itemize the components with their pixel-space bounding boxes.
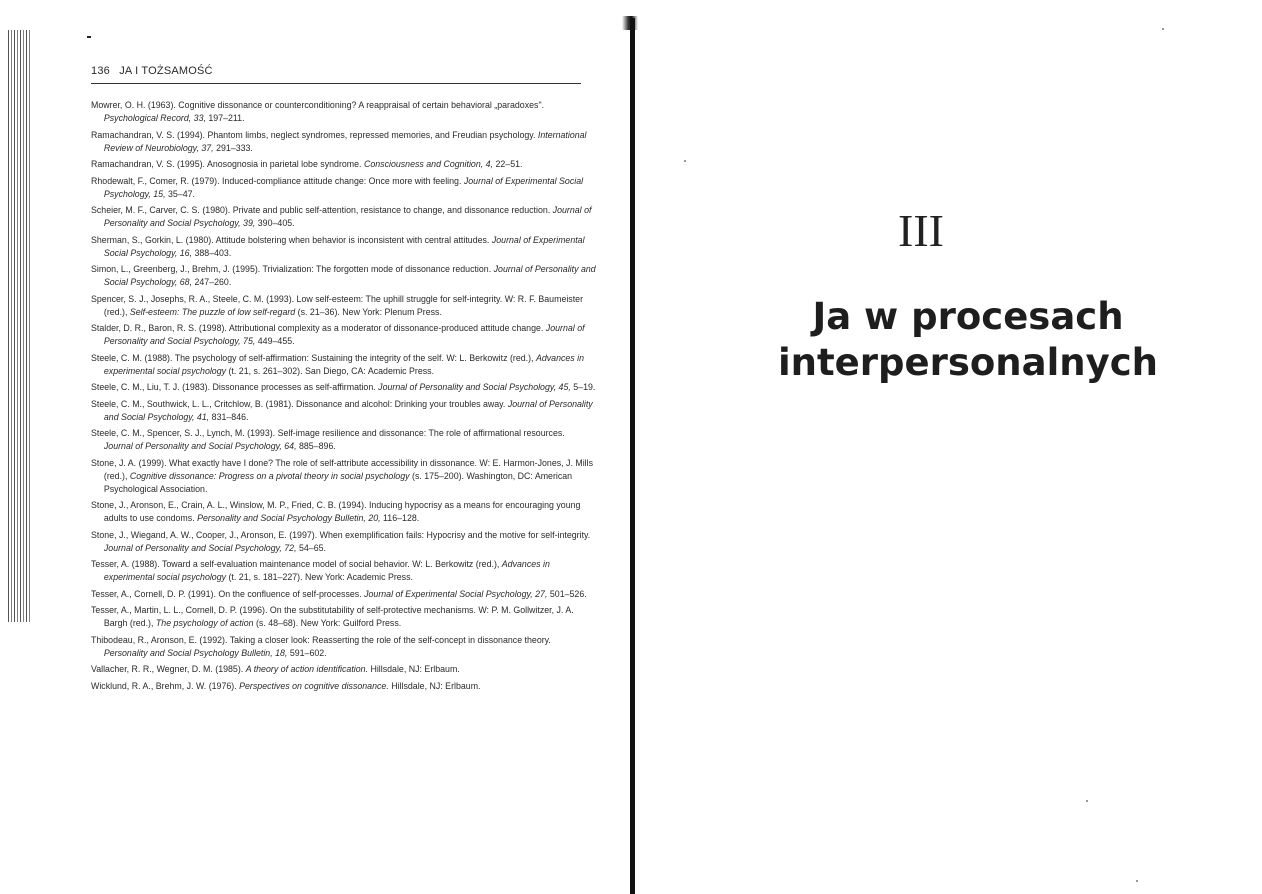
reference-entry: [91, 293, 596, 319]
reference-source: Journal of Personality and Social Psychology, 39,: [103, 205, 592, 229]
reference-entry: [91, 398, 596, 424]
part-title-line-2: interpersonalnych: [777, 341, 1159, 384]
reference-source: Advances in experimental social psychology: [103, 559, 550, 583]
reference-details: (s. 21–36). New York: Plenum Press.: [295, 306, 442, 318]
reference-text: Tesser, A., Cornell, D. P. (1991). On the confluence of self-processes.: [91, 588, 365, 600]
reference-text: Tesser, A., Martin, L. L., Cornell, D. P. (1996). On the substitutability of self-protective mechanisms. W: P. M. Gollwitzer, J. A. Bargh (red.),: [91, 605, 574, 629]
reference-entry: [91, 175, 596, 201]
reference-source: Journal of Personality and Social Psychology, 64,: [103, 441, 297, 452]
reference-text: Vallacher, R. R., Wegner, D. M. (1985).: [91, 664, 246, 675]
reference-text: Sherman, S., Gorkin, L. (1980). Attitude bolstering when behavior is inconsistent with central attitudes.: [91, 234, 492, 246]
reference-details: 116–128.: [380, 513, 420, 524]
dust-speck: [1162, 28, 1164, 30]
reference-text: Ramachandran, V. S. (1994). Phantom limbs, neglect syndromes, repressed memories, and Freudian psychology.: [91, 129, 538, 141]
reference-source: Journal of Experimental Social Psychology, 15,: [103, 175, 584, 200]
reference-text: Ramachandran, V. S. (1995). Anosognosia in parietal lobe syndrome.: [91, 159, 364, 170]
reference-source: Advances in experimental social psychology: [103, 352, 585, 377]
reference-details: Hillsdale, NJ: Erlbaum.: [368, 664, 460, 675]
part-title-line-1: Ja w procesach: [812, 295, 1124, 338]
reference-text: Stone, J. A. (1999). What exactly have I done? The role of self-attribute accessibility in dissonance. W: E. Harmon-Jones, J. Mills (red.),: [91, 457, 594, 482]
reference-text: Wicklund, R. A., Brehm, J. W. (1976).: [91, 680, 240, 692]
reference-source: Self-esteem: The puzzle of low self-regard: [129, 306, 296, 318]
reference-source: International Review of Neurobiology, 37,: [103, 129, 587, 154]
reference-entry: [91, 322, 596, 348]
reference-source: Journal of Personality and Social Psychology, 68,: [103, 264, 596, 288]
right-page: [636, 0, 1262, 894]
reference-entry: [91, 680, 596, 693]
reference-entry: [91, 499, 596, 525]
reference-details: 449–455.: [255, 336, 295, 347]
reference-text: Stone, J., Wiegand, A. W., Cooper, J., Aronson, E. (1997). When exemplification fails: Hypocrisy and the motive for self-integrity.: [91, 529, 591, 541]
reference-entry: [91, 263, 596, 289]
reference-details: 22–51.: [493, 159, 523, 170]
reference-details: (t. 21, s. 181–227). New York: Academic Press.: [226, 572, 413, 583]
reference-entry: [91, 234, 596, 260]
reference-text: Steele, C. M., Spencer, S. J., Lynch, M. (1993). Self-image resilience and dissonance: The role of affirmational resources.: [91, 428, 565, 439]
reference-details: 591–602.: [287, 647, 327, 659]
reference-details: 291–333.: [213, 142, 253, 154]
dust-speck: [1086, 800, 1088, 802]
reference-entry: [91, 663, 596, 676]
page-number: 136: [91, 65, 110, 77]
scan-mark: [87, 36, 91, 38]
reference-details: 35–47.: [165, 188, 195, 200]
reference-entry: [91, 427, 596, 453]
reference-source: Journal of Experimental Social Psychology, 27,: [364, 588, 548, 600]
reference-details: 388–403.: [192, 247, 232, 259]
reference-source: Personality and Social Psychology Bulletin, 18,: [103, 647, 288, 659]
dust-speck: [1136, 880, 1138, 882]
reference-entry: [91, 558, 596, 584]
reference-text: Thibodeau, R., Aronson, E. (1992). Taking a closer look: Reasserting the role of the self-concept in dissonance theory.: [91, 634, 551, 646]
reference-text: Steele, C. M., Southwick, L. L., Critchlow, B. (1981). Dissonance and alcohol: Drinking your troubles away.: [91, 398, 508, 410]
reference-entry: [91, 158, 596, 171]
reference-entry: [91, 99, 596, 125]
reference-details: 197–211.: [205, 113, 245, 124]
reference-list: [91, 99, 596, 696]
reference-source: Personality and Social Psychology Bulletin, 20,: [197, 513, 381, 524]
reference-source: Perspectives on cognitive dissonance.: [239, 680, 389, 692]
reference-details: (s. 175–200). Washington, DC: American Psychological Association.: [103, 470, 573, 495]
reference-text: Mowrer, O. H. (1963). Cognitive dissonance or counterconditioning? A reappraisal of certain behavioral „paradoxes".: [91, 100, 545, 111]
reference-entry: [91, 529, 596, 555]
reference-source: Journal of Personality and Social Psychology, 45,: [378, 382, 571, 393]
reference-source: Journal of Personality and Social Psychology, 72,: [103, 542, 297, 554]
reference-source: Journal of Personality and Social Psychology, 41,: [103, 398, 593, 423]
reference-details: 390–405.: [255, 218, 295, 229]
reference-source: Journal of Experimental Social Psychology, 16,: [103, 234, 585, 259]
part-number: III: [898, 205, 944, 256]
reference-text: Stone, J., Aronson, E., Crain, A. L., Winslow, M. P., Fried, C. B. (1994). Inducing hypocrisy as a means for encouraging young adults to use condoms.: [91, 500, 581, 524]
reference-source: The psychology of action: [155, 618, 254, 629]
reference-text: Tesser, A. (1988). Toward a self-evaluation maintenance model of social behavior. W: L. Berkowitz (red.),: [91, 559, 502, 570]
reference-entry: [91, 604, 596, 630]
reference-details: 831–846.: [209, 411, 249, 423]
reference-source: Psychological Record, 33,: [103, 113, 206, 124]
reference-entry: [91, 204, 596, 230]
reference-entry: [91, 634, 596, 660]
reference-entry: [91, 381, 596, 394]
binding-edge-scan-artifact: [8, 30, 30, 622]
reference-entry: [91, 352, 596, 378]
reference-text: Simon, L., Greenberg, J., Brehm, J. (1995). Trivialization: The forgotten mode of dissonance reduction.: [91, 264, 494, 275]
running-header: [91, 65, 581, 84]
reference-text: Spencer, S. J., Josephs, R. A., Steele, C. M. (1993). Low self-esteem: The uphill struggle for self-integrity. W: R. F. Baumeister (red.),: [91, 293, 584, 318]
reference-details: 247–260.: [192, 277, 232, 288]
reference-details: 501–526.: [547, 588, 587, 600]
reference-source: A theory of action identification.: [245, 664, 369, 675]
reference-text: Steele, C. M., Liu, T. J. (1983). Dissonance processes as self-affirmation.: [91, 382, 379, 393]
reference-text: Scheier, M. F., Carver, C. S. (1980). Private and public self-attention, resistance to change, and dissonance reduction.: [91, 205, 553, 216]
reference-source: Cognitive dissonance: Progress on a pivotal theory in social psychology: [129, 470, 410, 482]
reference-text: Stalder, D. R., Baron, R. S. (1998). Attributional complexity as a moderator of dissonance-produced attitude change.: [91, 323, 546, 334]
reference-source: Consciousness and Cognition, 4,: [363, 159, 494, 170]
reference-details: Hillsdale, NJ: Erlbaum.: [388, 680, 481, 692]
reference-entry: [91, 129, 596, 155]
reference-details: 885–896.: [296, 441, 336, 452]
book-gutter: [630, 18, 635, 894]
reference-entry: [91, 588, 596, 601]
reference-text: Rhodewalt, F., Comer, R. (1979). Induced-compliance attitude change: Once more with feeling.: [91, 175, 464, 187]
reference-text: Steele, C. M. (1988). The psychology of self-affirmation: Sustaining the integrity of the self. W: L. Berkowitz (red.),: [91, 352, 536, 364]
reference-entry: [91, 457, 596, 496]
part-title: [748, 294, 1188, 386]
dust-speck: [684, 160, 686, 162]
reference-source: Journal of Personality and Social Psychology, 75,: [103, 323, 585, 347]
reference-details: (t. 21, s. 261–302). San Diego, CA: Academic Press.: [226, 365, 435, 377]
running-title: JA I TOŻSAMOŚĆ: [119, 65, 213, 77]
reference-details: (s. 48–68). New York: Guilford Press.: [253, 618, 402, 629]
reference-details: 5–19.: [570, 382, 596, 393]
reference-details: 54–65.: [296, 542, 326, 554]
